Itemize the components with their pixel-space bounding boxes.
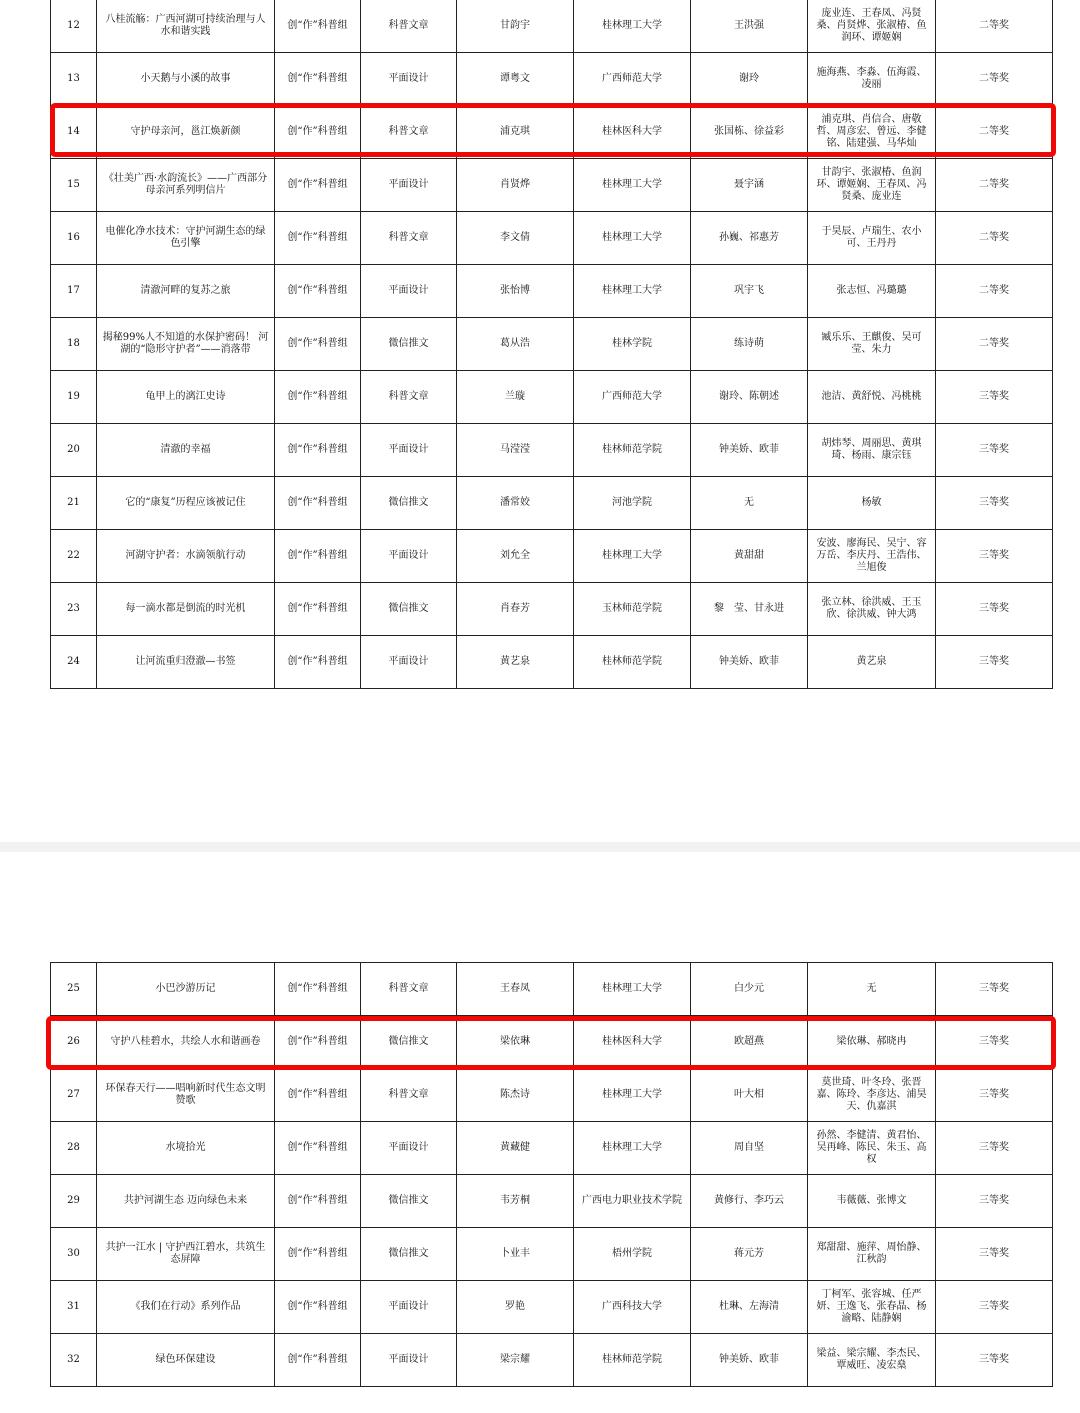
teacher-cell: 谢玲、陈朝述 [691,371,808,424]
award-cell: 三等奖 [936,1122,1053,1175]
teacher-cell: 巩宇飞 [691,265,808,318]
school-cell: 桂林理工大学 [574,0,691,53]
school-cell: 桂林师范学院 [574,636,691,689]
teacher-cell: 杜琳、左海清 [691,1281,808,1334]
author-cell: 陈杰诗 [457,1069,574,1122]
group-cell: 创“作”科普组 [275,1016,361,1069]
category-cell: 微信推文 [361,318,457,371]
school-cell: 桂林医科大学 [574,1016,691,1069]
members-cell: 安波、廖海民、吴宁、容万岳、李庆丹、王浩伟、兰旭俊 [808,530,936,583]
work-title-cell: 共护一江水 | 守护西江碧水，共筑生态屏障 [97,1228,275,1281]
category-cell: 微信推文 [361,1016,457,1069]
work-title-cell: 环保春天行——唱响新时代生态文明赞歌 [97,1069,275,1122]
work-title-cell: 共护河湖生态 迈向绿色未来 [97,1175,275,1228]
group-cell: 创“作”科普组 [275,0,361,53]
row-number-cell: 25 [51,963,97,1016]
table-row [51,530,1053,583]
author-cell: 黄藏健 [457,1122,574,1175]
work-title-cell: 守护八桂碧水，共绘人水和谐画卷 [97,1016,275,1069]
school-cell: 玉林师范学院 [574,583,691,636]
table-row [51,583,1053,636]
table-row [51,1069,1053,1122]
author-cell: 李文倩 [457,212,574,265]
teacher-cell: 钟美娇、欧菲 [691,636,808,689]
group-cell: 创“作”科普组 [275,1122,361,1175]
work-title-cell: 清澈河畔的复苏之旅 [97,265,275,318]
award-cell: 三等奖 [936,371,1053,424]
members-cell: 张志恒、冯璐璐 [808,265,936,318]
author-cell: 韦芳桐 [457,1175,574,1228]
award-cell: 三等奖 [936,583,1053,636]
school-cell: 桂林理工大学 [574,159,691,212]
table-row [51,106,1053,159]
category-cell: 平面设计 [361,1122,457,1175]
work-title-cell: 水境拾光 [97,1122,275,1175]
members-cell: 于昊辰、卢瑞生、农小可、王丹丹 [808,212,936,265]
work-title-cell: 小天鹅与小溪的故事 [97,53,275,106]
award-cell: 三等奖 [936,636,1053,689]
awards-table-page-1 [50,0,1053,689]
members-cell: 施海燕、李淼、伍海霞、凌丽 [808,53,936,106]
row-number-cell: 13 [51,53,97,106]
members-cell: 无 [808,963,936,1016]
row-number-cell: 20 [51,424,97,477]
teacher-cell: 黎 莹、甘永进 [691,583,808,636]
school-cell: 桂林医科大学 [574,106,691,159]
category-cell: 平面设计 [361,530,457,583]
members-cell: 梁益、梁宗耀、李杰民、覃威旺、凌宏燊 [808,1334,936,1387]
members-cell: 韦薇薇、张博文 [808,1175,936,1228]
school-cell: 桂林理工大学 [574,530,691,583]
author-cell: 甘韵宇 [457,0,574,53]
school-cell: 广西师范大学 [574,371,691,424]
members-cell: 臧乐乐、王麒俊、吴可莹、朱力 [808,318,936,371]
awards-table-page-2 [50,962,1053,1387]
category-cell: 平面设计 [361,1334,457,1387]
members-cell: 池洁、黄舒悦、冯桃桃 [808,371,936,424]
award-cell: 三等奖 [936,424,1053,477]
row-number-cell: 16 [51,212,97,265]
group-cell: 创“作”科普组 [275,477,361,530]
members-cell: 张立林、徐洪威、王玉欣、徐洪威、钟大鸿 [808,583,936,636]
school-cell: 广西电力职业技术学院 [574,1175,691,1228]
work-title-cell: 揭秘99%人不知道的水保护密码！ 河湖的“隐形守护者”——消落带 [97,318,275,371]
row-number-cell: 18 [51,318,97,371]
author-cell: 罗艳 [457,1281,574,1334]
table-row [51,477,1053,530]
table-row [51,53,1053,106]
school-cell: 梧州学院 [574,1228,691,1281]
group-cell: 创“作”科普组 [275,1281,361,1334]
group-cell: 创“作”科普组 [275,530,361,583]
award-cell: 二等奖 [936,53,1053,106]
row-number-cell: 23 [51,583,97,636]
category-cell: 微信推文 [361,583,457,636]
author-cell: 梁宗耀 [457,1334,574,1387]
award-cell: 三等奖 [936,1228,1053,1281]
row-number-cell: 31 [51,1281,97,1334]
award-cell: 三等奖 [936,1334,1053,1387]
table-row [51,212,1053,265]
row-number-cell: 27 [51,1069,97,1122]
members-cell: 胡炜琴、周丽思、黄琪琦、杨雨、康宗钰 [808,424,936,477]
school-cell: 桂林理工大学 [574,265,691,318]
author-cell: 马滢滢 [457,424,574,477]
teacher-cell: 谢玲 [691,53,808,106]
author-cell: 谭粤文 [457,53,574,106]
award-cell: 二等奖 [936,265,1053,318]
work-title-cell: 守护母亲河，邕江焕新颜 [97,106,275,159]
category-cell: 平面设计 [361,53,457,106]
author-cell: 王春凤 [457,963,574,1016]
table-row [51,318,1053,371]
members-cell: 郑甜甜、施萍、周怡静、江秋韵 [808,1228,936,1281]
table-row [51,963,1053,1016]
group-cell: 创“作”科普组 [275,583,361,636]
group-cell: 创“作”科普组 [275,159,361,212]
teacher-cell: 周自坚 [691,1122,808,1175]
work-title-cell: 龟甲上的漓江史诗 [97,371,275,424]
members-cell: 黄艺泉 [808,636,936,689]
award-cell: 二等奖 [936,159,1053,212]
teacher-cell: 白少元 [691,963,808,1016]
teacher-cell: 蒋元芳 [691,1228,808,1281]
author-cell: 兰璇 [457,371,574,424]
row-number-cell: 26 [51,1016,97,1069]
table-row [51,0,1053,53]
school-cell: 桂林理工大学 [574,1069,691,1122]
category-cell: 微信推文 [361,1228,457,1281]
author-cell: 黄艺泉 [457,636,574,689]
row-number-cell: 12 [51,0,97,53]
group-cell: 创“作”科普组 [275,265,361,318]
author-cell: 刘允全 [457,530,574,583]
author-cell: 肖春芳 [457,583,574,636]
award-cell: 三等奖 [936,1016,1053,1069]
row-number-cell: 22 [51,530,97,583]
award-cell: 三等奖 [936,1175,1053,1228]
category-cell: 科普文章 [361,371,457,424]
teacher-cell: 钟美娇、欧菲 [691,424,808,477]
award-cell: 三等奖 [936,963,1053,1016]
category-cell: 科普文章 [361,212,457,265]
author-cell: 潘常姣 [457,477,574,530]
members-cell: 甘韵宇、张淑椿、鱼润环、谭姬娴、王春凤、冯贤桑、庞业连 [808,159,936,212]
group-cell: 创“作”科普组 [275,1228,361,1281]
category-cell: 科普文章 [361,963,457,1016]
award-cell: 三等奖 [936,1069,1053,1122]
category-cell: 微信推文 [361,477,457,530]
row-number-cell: 21 [51,477,97,530]
table-row [51,265,1053,318]
members-cell: 庞业连、王春凤、冯贤桑、肖贤烨、张淑椿、鱼润环、谭姬娴 [808,0,936,53]
school-cell: 广西科技大学 [574,1281,691,1334]
work-title-cell: 河湖守护者：水滴领航行动 [97,530,275,583]
award-cell: 三等奖 [936,530,1053,583]
work-title-cell: 每一滴水都是倒流的时光机 [97,583,275,636]
teacher-cell: 无 [691,477,808,530]
document-page-2 [0,852,1080,1413]
row-number-cell: 17 [51,265,97,318]
category-cell: 平面设计 [361,1281,457,1334]
row-number-cell: 28 [51,1122,97,1175]
table-row [51,1228,1053,1281]
work-title-cell: 《我们在行动》系列作品 [97,1281,275,1334]
award-cell: 二等奖 [936,212,1053,265]
author-cell: 肖贤烨 [457,159,574,212]
table-row [51,424,1053,477]
teacher-cell: 孙巍、祁惠芳 [691,212,808,265]
award-cell: 三等奖 [936,1281,1053,1334]
teacher-cell: 黄甜甜 [691,530,808,583]
group-cell: 创“作”科普组 [275,53,361,106]
table-row [51,1175,1053,1228]
teacher-cell: 张国栋、徐益彩 [691,106,808,159]
group-cell: 创“作”科普组 [275,963,361,1016]
members-cell: 浦克琪、肖信合、唐敬哲、周彦宏、曾远、李健铭、陆建强、马华灿 [808,106,936,159]
work-title-cell: 电催化净水技术：守护河湖生态的绿色引擎 [97,212,275,265]
work-title-cell: 清澈的幸福 [97,424,275,477]
table-row [51,1016,1053,1069]
group-cell: 创“作”科普组 [275,212,361,265]
school-cell: 桂林学院 [574,318,691,371]
row-number-cell: 15 [51,159,97,212]
group-cell: 创“作”科普组 [275,106,361,159]
work-title-cell: 小巴沙游历记 [97,963,275,1016]
teacher-cell: 黄修行、李巧云 [691,1175,808,1228]
table-row [51,636,1053,689]
school-cell: 桂林理工大学 [574,1122,691,1175]
row-number-cell: 19 [51,371,97,424]
work-title-cell: 让河流重归澄澈—书签 [97,636,275,689]
teacher-cell: 欧超燕 [691,1016,808,1069]
group-cell: 创“作”科普组 [275,371,361,424]
author-cell: 葛从浩 [457,318,574,371]
author-cell: 浦克琪 [457,106,574,159]
school-cell: 桂林理工大学 [574,963,691,1016]
author-cell: 梁依琳 [457,1016,574,1069]
author-cell: 卜业丰 [457,1228,574,1281]
school-cell: 桂林理工大学 [574,212,691,265]
work-title-cell: 它的“康复”历程应该被记住 [97,477,275,530]
group-cell: 创“作”科普组 [275,424,361,477]
row-number-cell: 24 [51,636,97,689]
members-cell: 莫世琦、叶冬玲、张晋嘉、陈玲、李彦达、浦昊天、仇嘉淇 [808,1069,936,1122]
category-cell: 微信推文 [361,1175,457,1228]
award-cell: 二等奖 [936,106,1053,159]
category-cell: 科普文章 [361,106,457,159]
row-number-cell: 29 [51,1175,97,1228]
row-number-cell: 32 [51,1334,97,1387]
category-cell: 科普文章 [361,1069,457,1122]
members-cell: 孙然、李健清、黄君怡、吴再峰、陈民、朱玉、高权 [808,1122,936,1175]
table-row [51,1334,1053,1387]
award-cell: 三等奖 [936,477,1053,530]
teacher-cell: 王洪强 [691,0,808,53]
teacher-cell: 叶大相 [691,1069,808,1122]
page-separator [0,842,1080,852]
members-cell: 丁柯军、张容城、任严妍、王逸飞、张春晶、杨渝略、陆静娴 [808,1281,936,1334]
teacher-cell: 钟美娇、欧菲 [691,1334,808,1387]
row-number-cell: 30 [51,1228,97,1281]
table-row [51,1122,1053,1175]
category-cell: 平面设计 [361,424,457,477]
award-cell: 二等奖 [936,0,1053,53]
category-cell: 平面设计 [361,265,457,318]
work-title-cell: 《壮美广西·水韵流长》——广西部分母亲河系列明信片 [97,159,275,212]
category-cell: 科普文章 [361,0,457,53]
members-cell: 梁依琳、郝晓冉 [808,1016,936,1069]
teacher-cell: 练诗萌 [691,318,808,371]
award-cell: 二等奖 [936,318,1053,371]
group-cell: 创“作”科普组 [275,1334,361,1387]
school-cell: 桂林师范学院 [574,424,691,477]
school-cell: 河池学院 [574,477,691,530]
table-row [51,1281,1053,1334]
category-cell: 平面设计 [361,159,457,212]
members-cell: 杨敏 [808,477,936,530]
work-title-cell: 八桂流觞：广西河湖可持续治理与人水和谐实践 [97,0,275,53]
school-cell: 广西师范大学 [574,53,691,106]
table-row [51,371,1053,424]
group-cell: 创“作”科普组 [275,1175,361,1228]
group-cell: 创“作”科普组 [275,636,361,689]
category-cell: 平面设计 [361,636,457,689]
teacher-cell: 聂宇涵 [691,159,808,212]
group-cell: 创“作”科普组 [275,318,361,371]
author-cell: 张怡博 [457,265,574,318]
row-number-cell: 14 [51,106,97,159]
school-cell: 桂林师范学院 [574,1334,691,1387]
table-row [51,159,1053,212]
group-cell: 创“作”科普组 [275,1069,361,1122]
work-title-cell: 绿色环保建设 [97,1334,275,1387]
